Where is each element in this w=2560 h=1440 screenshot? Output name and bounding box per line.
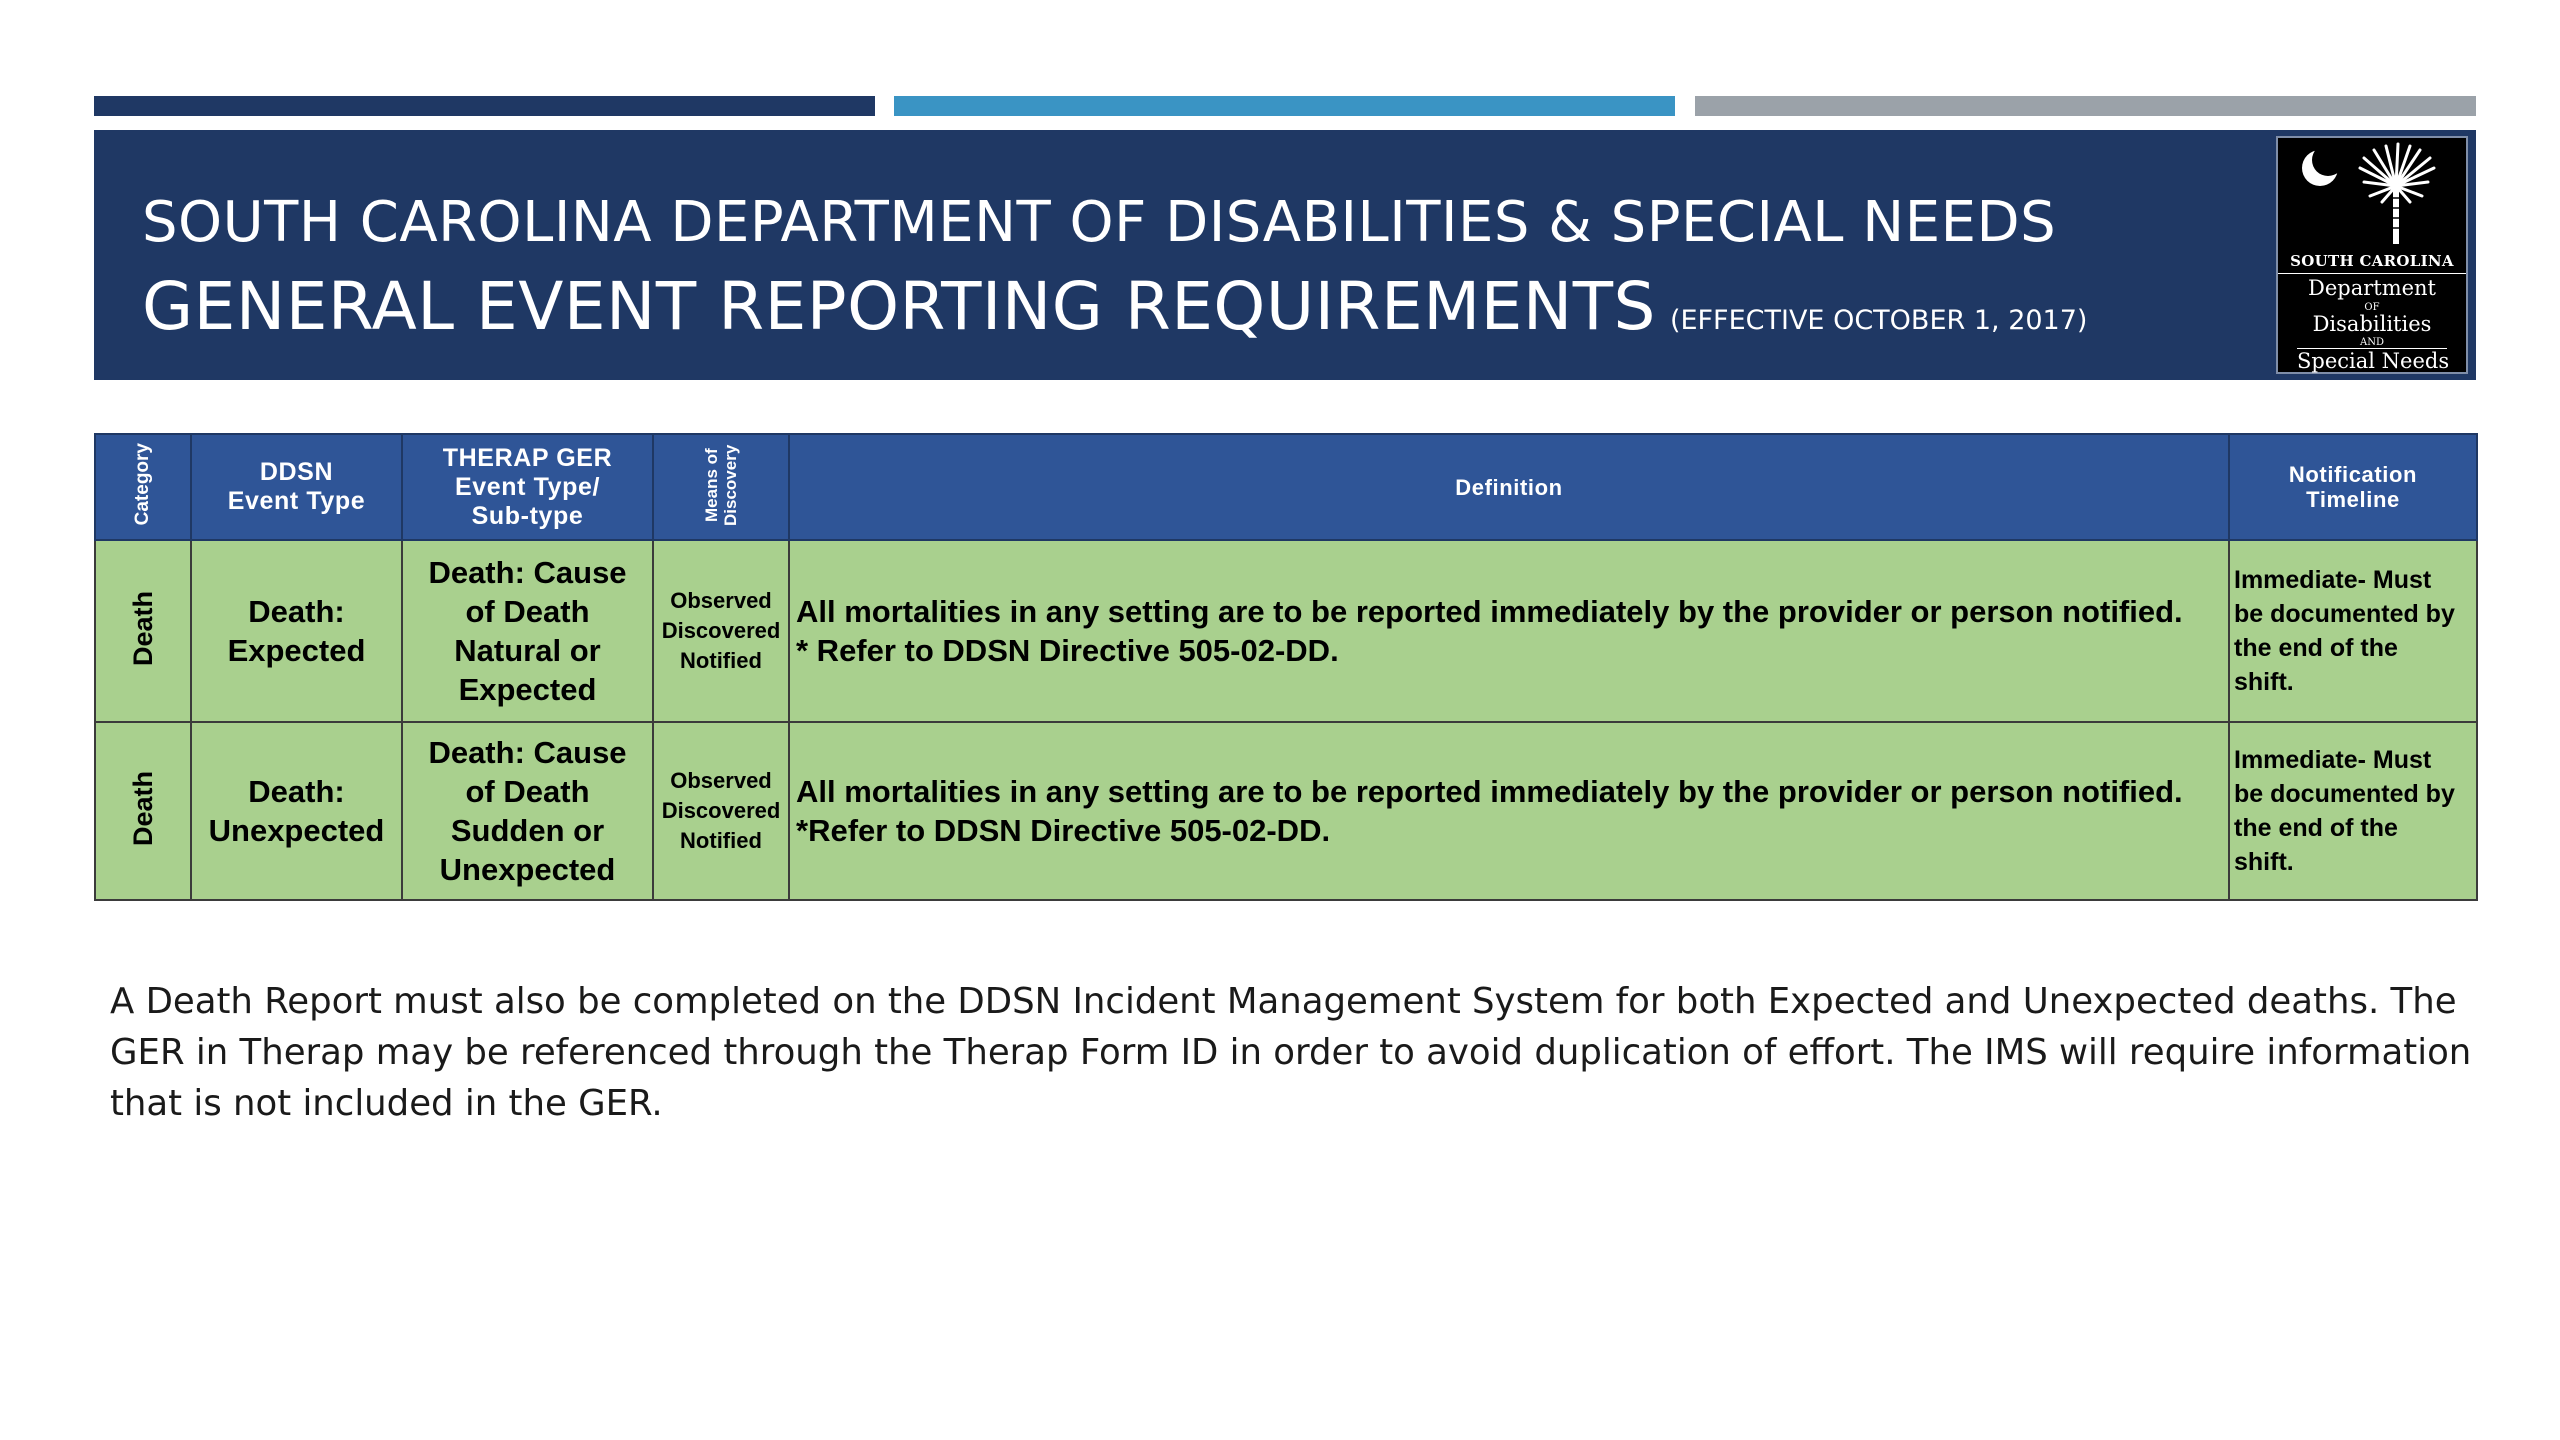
- requirements-table: [94, 433, 2478, 901]
- death-report-note: A Death Report must also be completed on the DDSN Incident Management System for both Expected and Unexpected deaths. The GER in Therap may be referenced through the Therap Form ID in order to avoid duplication of effort. The IMS will require information that is not included in the GER.: [110, 980, 2472, 1124]
- header-means-label: Means of Discovery: [702, 443, 740, 526]
- logo-disabilities-text: Disabilities: [2312, 312, 2432, 336]
- table-header-row: [95, 434, 2477, 540]
- logo-department-text: Department: [2307, 276, 2436, 300]
- header-timeline: [2229, 434, 2477, 540]
- cell-event-type: [191, 540, 402, 722]
- header-ger-type-line-3: Sub-type: [471, 501, 584, 530]
- header-definition: [789, 434, 2229, 540]
- header-timeline-line-2: Timeline: [2306, 487, 2400, 512]
- table-row: [95, 540, 2477, 722]
- cell-definition: [789, 722, 2229, 900]
- agency-logo: [2276, 136, 2468, 374]
- ger-type-line-1: Death: Cause: [428, 735, 627, 770]
- header-ger-type: [402, 434, 653, 540]
- header-definition-label: Definition: [1455, 474, 1563, 500]
- timeline-line-1: Immediate- Must: [2234, 566, 2432, 594]
- effective-date: (EFFECTIVE OCTOBER 1, 2017): [1669, 305, 2088, 336]
- cell-category: [95, 540, 191, 722]
- accent-bar-blue: [894, 96, 1675, 116]
- header-category: [95, 434, 191, 540]
- logo-and-text: AND: [2360, 337, 2384, 348]
- event-type-line-2: Expected: [227, 633, 366, 668]
- cell-ger-type: [402, 540, 653, 722]
- title-panel: [94, 130, 2476, 380]
- cell-event-type: [191, 722, 402, 900]
- ger-type-line-3: Natural or: [454, 633, 601, 668]
- agency-title: SOUTH CAROLINA DEPARTMENT OF DISABILITIES & SPECIAL NEEDS: [142, 190, 2057, 255]
- means-line-1: Observed: [670, 768, 772, 793]
- accent-bar-navy: [94, 96, 875, 116]
- timeline-line-1: Immediate- Must: [2234, 746, 2432, 774]
- category-text: Death: [127, 590, 158, 666]
- event-type-line-2: Unexpected: [208, 813, 385, 848]
- cell-means: [653, 722, 789, 900]
- timeline-line-3: the end of the: [2234, 814, 2398, 842]
- header-means: [653, 434, 789, 540]
- cell-ger-type: [402, 722, 653, 900]
- ger-type-line-1: Death: Cause: [428, 555, 627, 590]
- header-timeline-line-1: Notification: [2288, 462, 2418, 487]
- table-row: [95, 722, 2477, 900]
- ger-type-line-3: Sudden or: [450, 813, 605, 848]
- header-ger-type-line-2: Event Type/: [454, 472, 601, 501]
- page-title: [142, 268, 2087, 345]
- means-line-2: Discovered: [661, 618, 781, 643]
- definition-line-2: *Refer to DDSN Directive 505-02-DD.: [796, 813, 1331, 848]
- accent-bar-gray: [1695, 96, 2476, 116]
- cell-timeline: [2229, 540, 2477, 722]
- timeline-line-4: shift.: [2234, 668, 2294, 696]
- category-text: Death: [127, 770, 158, 846]
- page-title-text: GENERAL EVENT REPORTING REQUIREMENTS: [142, 268, 1656, 345]
- event-type-line-1: Death:: [248, 594, 345, 629]
- logo-state-text: SOUTH CAROLINA: [2278, 252, 2466, 274]
- timeline-line-2: be documented by: [2234, 600, 2455, 628]
- logo-of-text: OF: [2364, 302, 2380, 313]
- definition-line-1: All mortalities in any setting are to be reported immediately by the provider or person notified.: [796, 594, 2183, 629]
- cell-category: [95, 722, 191, 900]
- header-ger-type-line-1: THERAP GER: [442, 443, 613, 472]
- means-line-3: Notified: [680, 828, 762, 853]
- ger-type-line-4: Expected: [458, 672, 597, 707]
- means-line-3: Notified: [680, 648, 762, 673]
- header-event-type-line-1: DDSN: [259, 458, 334, 486]
- header-category-label: Category: [132, 443, 153, 526]
- timeline-line-3: the end of the: [2234, 634, 2398, 662]
- header-event-type-line-2: Event Type: [227, 487, 366, 515]
- timeline-line-2: be documented by: [2234, 780, 2455, 808]
- logo-special-needs-text: Special Needs: [2297, 349, 2450, 373]
- ger-type-line-4: Unexpected: [439, 852, 616, 887]
- cell-means: [653, 540, 789, 722]
- definition-line-2: * Refer to DDSN Directive 505-02-DD.: [796, 633, 1339, 668]
- definition-line-1: All mortalities in any setting are to be reported immediately by the provider or person notified.: [796, 774, 2183, 809]
- cell-definition: [789, 540, 2229, 722]
- ger-type-line-2: of Death: [465, 774, 590, 809]
- means-line-1: Observed: [670, 588, 772, 613]
- timeline-line-4: shift.: [2234, 848, 2294, 876]
- event-type-line-1: Death:: [248, 774, 345, 809]
- cell-timeline: [2229, 722, 2477, 900]
- means-line-2: Discovered: [661, 798, 781, 823]
- ger-type-line-2: of Death: [465, 594, 590, 629]
- palmetto-crescent-icon: [2278, 138, 2466, 250]
- header-event-type: [191, 434, 402, 540]
